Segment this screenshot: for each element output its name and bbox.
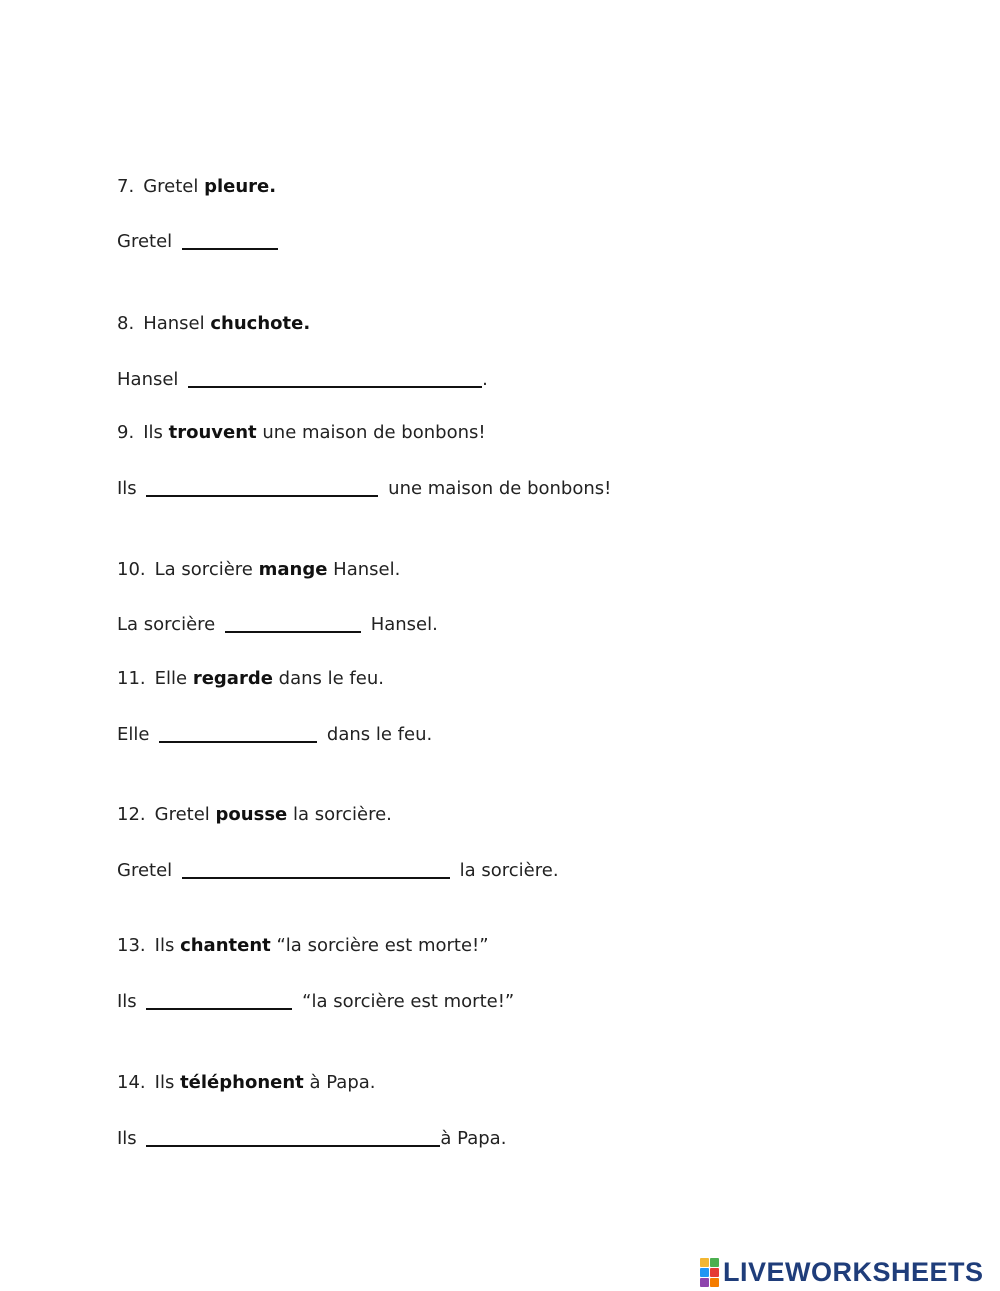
answer-blank[interactable] — [188, 368, 482, 388]
exercise-14-answer — [117, 1127, 506, 1149]
question-rest: la sorcière. — [292, 804, 392, 825]
exercise-7-question — [117, 176, 276, 198]
question-subject: Gretel — [154, 804, 210, 825]
answer-blank[interactable] — [146, 990, 292, 1010]
exercise-11-question — [117, 668, 384, 690]
brand-name: LIVEWORKSHEETS — [723, 1257, 984, 1287]
answer-subject: Hansel — [117, 369, 179, 390]
answer-blank[interactable] — [159, 723, 317, 743]
exercise-number: 13. — [117, 935, 146, 956]
question-subject: Elle — [154, 668, 188, 689]
logo-block — [700, 1278, 709, 1287]
exercise-number: 14. — [117, 1072, 146, 1093]
answer-subject: Gretel — [117, 231, 173, 252]
logo-block — [700, 1258, 709, 1267]
exercise-12-answer — [117, 859, 559, 881]
logo-block — [700, 1268, 709, 1277]
logo-blocks-icon — [700, 1258, 719, 1287]
exercise-13-question — [117, 935, 489, 957]
answer-subject: Elle — [117, 724, 150, 745]
answer-rest: dans le feu. — [326, 724, 433, 745]
exercise-13-answer — [117, 990, 514, 1012]
exercise-9-answer — [117, 477, 611, 499]
exercise-14-question — [117, 1072, 376, 1094]
exercise-8-answer — [117, 368, 488, 390]
question-subject: La sorcière — [154, 559, 253, 580]
answer-subject: Ils — [117, 1128, 137, 1149]
exercise-number: 10. — [117, 559, 146, 580]
exercise-11-answer — [117, 723, 432, 745]
answer-rest: la sorcière. — [459, 860, 559, 881]
exercise-number: 8. — [117, 313, 135, 334]
question-rest: “la sorcière est morte!” — [276, 935, 489, 956]
question-verb: téléphonent — [180, 1072, 304, 1093]
exercise-10-question — [117, 559, 400, 581]
question-rest: à Papa. — [309, 1072, 376, 1093]
question-subject: Ils — [154, 935, 175, 956]
exercise-8-question — [117, 313, 310, 335]
question-rest: une maison de bonbons! — [262, 422, 486, 443]
question-subject: Gretel — [143, 176, 199, 197]
exercise-number: 7. — [117, 176, 135, 197]
question-verb: trouvent — [168, 422, 257, 443]
answer-blank[interactable] — [146, 1127, 440, 1147]
question-verb: regarde — [192, 668, 273, 689]
question-rest: Hansel. — [333, 559, 401, 580]
logo-block — [710, 1258, 719, 1267]
answer-blank[interactable] — [182, 859, 450, 879]
question-verb: chuchote. — [210, 313, 311, 334]
question-verb: pousse — [215, 804, 288, 825]
exercise-9-question — [117, 422, 486, 444]
answer-subject: La sorcière — [117, 614, 216, 635]
exercise-12-question — [117, 804, 392, 826]
answer-rest: . — [482, 369, 488, 390]
exercise-7-answer — [117, 230, 282, 252]
logo-block — [710, 1278, 719, 1287]
logo-block — [710, 1268, 719, 1277]
exercise-number: 11. — [117, 668, 146, 689]
exercise-number: 12. — [117, 804, 146, 825]
question-verb: chantent — [180, 935, 271, 956]
answer-subject: Gretel — [117, 860, 173, 881]
answer-subject: Ils — [117, 478, 137, 499]
question-verb: pleure. — [204, 176, 277, 197]
answer-rest: à Papa. — [440, 1128, 507, 1149]
question-subject: Ils — [143, 422, 163, 443]
answer-subject: Ils — [117, 991, 137, 1012]
exercise-number: 9. — [117, 422, 135, 443]
exercise-10-answer — [117, 613, 438, 635]
answer-blank[interactable] — [146, 477, 378, 497]
question-subject: Hansel — [143, 313, 205, 334]
question-rest: dans le feu. — [278, 668, 384, 689]
answer-blank[interactable] — [225, 613, 361, 633]
answer-blank[interactable] — [182, 230, 278, 250]
liveworksheets-logo — [700, 1257, 984, 1287]
answer-rest: Hansel. — [370, 614, 438, 635]
question-verb: mange — [258, 559, 328, 580]
question-subject: Ils — [154, 1072, 175, 1093]
answer-rest: “la sorcière est morte!” — [302, 991, 515, 1012]
answer-rest: une maison de bonbons! — [388, 478, 612, 499]
